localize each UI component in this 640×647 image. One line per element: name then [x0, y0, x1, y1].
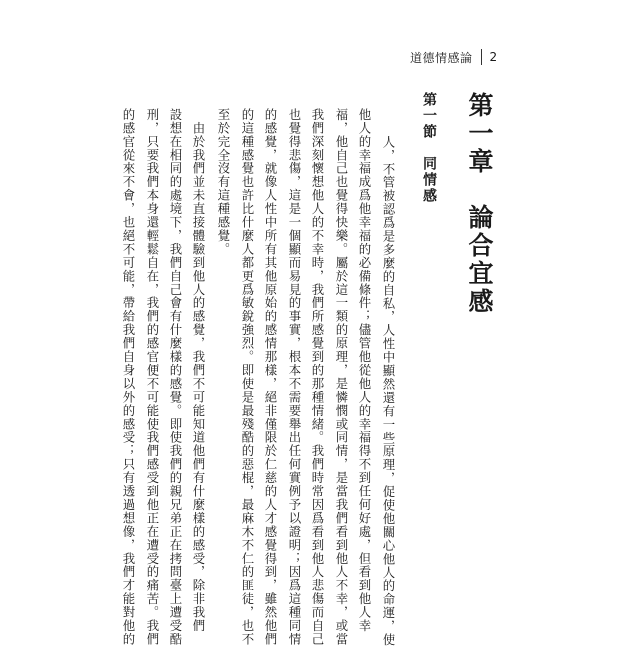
chapter-title: 第一章 論合宜感	[465, 92, 494, 316]
body-column: 由於我們並未直接體驗到他人的感覺，我們不可能知道他們有什麼樣的感受，除非我們	[191, 108, 206, 633]
body-column: 至於完全沒有這種感覺。	[216, 108, 231, 256]
body-column: 福，他自己也覺得快樂。屬於這一類的原理，是憐憫或同情，是當我們看到他人不幸，或當	[334, 108, 349, 646]
body-column: 我們深刻懷想他人的不幸時，我們所感覺到的那種情緒。我們時常因爲看到他人悲傷而自己	[310, 108, 325, 646]
body-column: 也覺得悲傷，這是一個顯而易見的事實，根本不需要舉出任何實例予以證明；因爲這種同情	[287, 108, 302, 646]
body-column: 的感覺，就像人性中所有其他原始的感情那樣，絕非僅限於仁慈的人才感覺得到，雖然他們	[263, 108, 278, 646]
body-column: 設想在相同的處境下，我們自己會有什麼樣的感覺。即使我們的親兄弟正在拷問臺上遭受酷	[168, 108, 183, 646]
body-column: 的感官從來不會，也絕不可能，帶給我們自身以外的感受；只有透過想像，我們才能對他的	[121, 108, 136, 646]
running-head-divider	[481, 49, 482, 65]
body-column: 的這種感覺也許比什麼人都更爲敏銳強烈。即使是最殘酷的惡棍，最麻木不仁的匪徒，也不	[240, 108, 255, 646]
page-number: 2	[489, 50, 498, 64]
running-head	[410, 46, 498, 68]
running-head-title: 道德情感論	[410, 50, 473, 65]
section-title: 第一節 同情感	[421, 92, 437, 204]
body-column: 他人的幸福成爲他幸福的必備條件；儘管他從他人的幸福得不到任何好處，但看到他人幸	[357, 108, 372, 633]
body-column: 人，不管被認爲是多麼的自私，人性中顯然還有一些原理，促使他關心他人的命運，使	[381, 122, 396, 647]
body-column: 刑，只要我們本身還輕鬆自在，我們的感官便不可能使我們感受到他正在遭受的痛苦。我們	[145, 108, 160, 646]
